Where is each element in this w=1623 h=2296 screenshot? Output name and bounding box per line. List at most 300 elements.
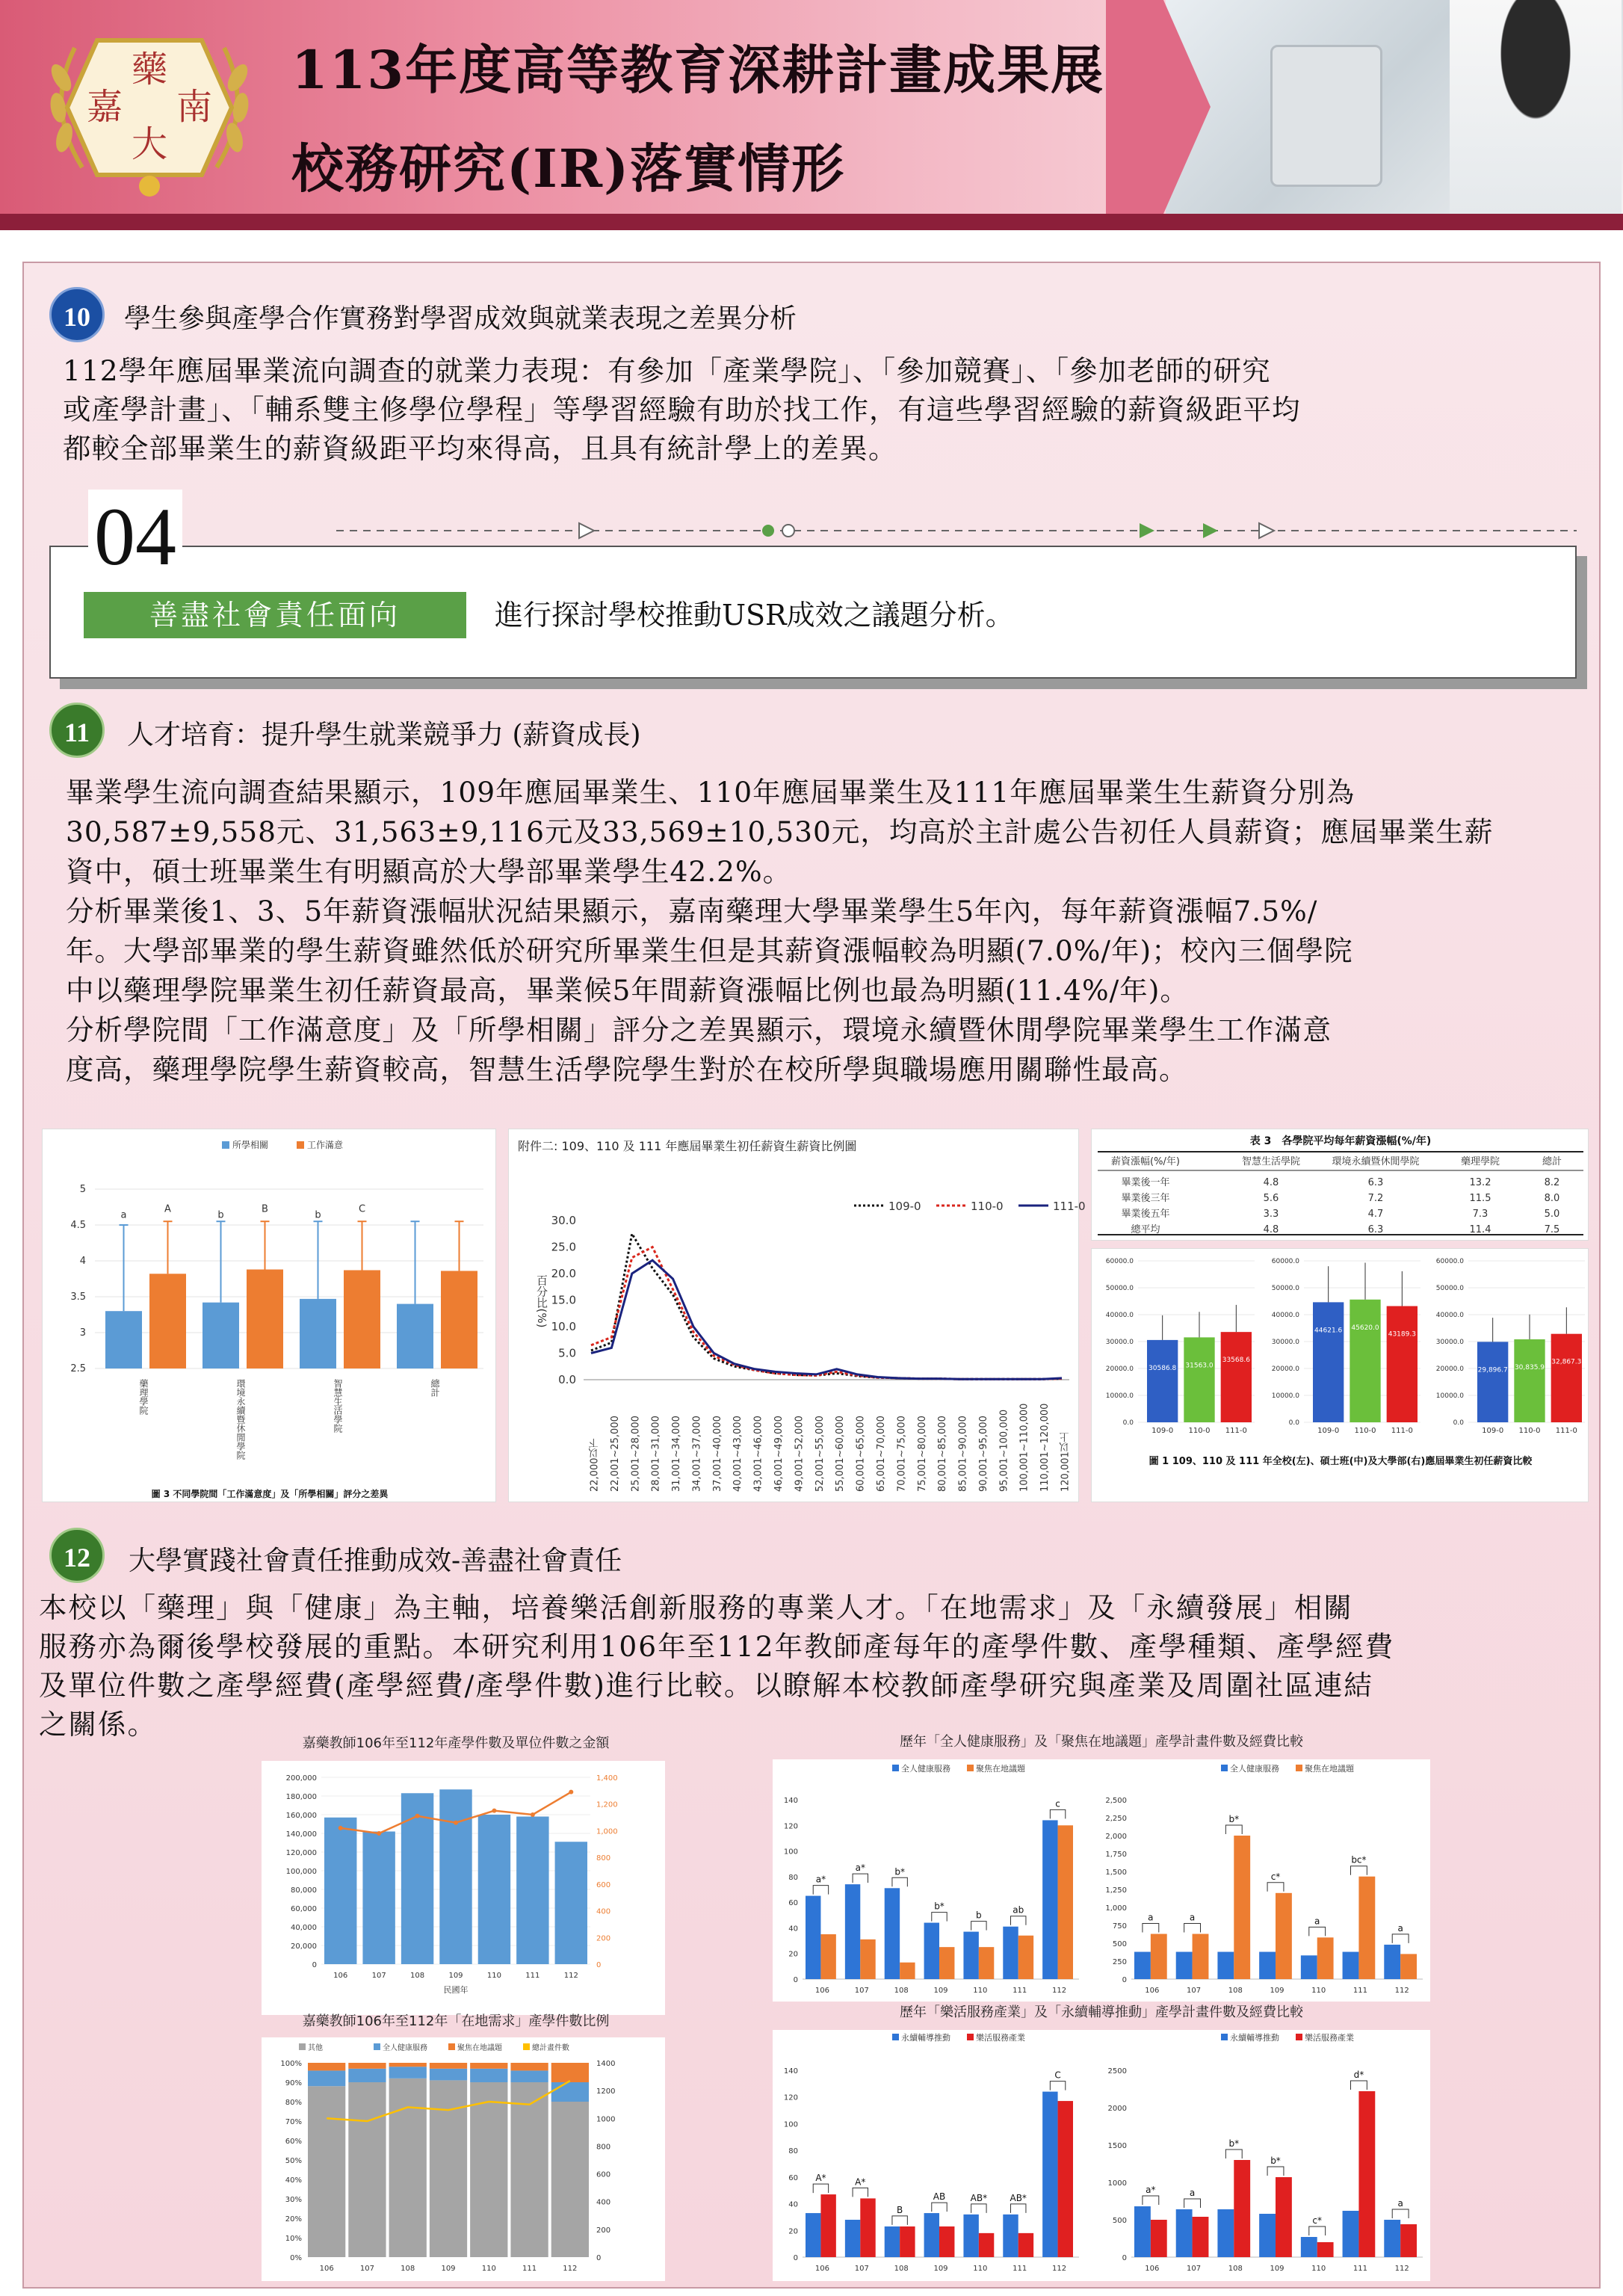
section-12-line-1: 本校以「藥理」與「健康」為主軸，培養樂活創新服務的專業人才。「在地需求」及「永續發展」相關 (39, 1591, 1353, 1624)
x-tick-label: 75,001~80,000 (916, 1416, 928, 1492)
x-tick-label: 總計 (430, 1379, 440, 1397)
bar (885, 2226, 900, 2257)
x-tick-label: 112 (1394, 2265, 1409, 2273)
bar-value-label: 29,896.7 (1477, 1366, 1508, 1374)
y2-tick-label: 600 (596, 1880, 611, 1889)
header-banner (0, 0, 1623, 230)
section-11-line-3: 資中，碩士班畢業生有明顯高於大學部畢業學生42.2%。 (66, 855, 792, 888)
bar (1259, 2214, 1276, 2257)
significance-label: b* (894, 1866, 905, 1877)
stacked-bar (308, 2063, 345, 2070)
chart-c12b (758, 1732, 1445, 2002)
section-12-title: 大學實踐社會責任推動成效-善盡社會責任 (129, 1546, 622, 1576)
chart-title: 嘉藥教師106年至112年產學件數及單位件數之金額 (302, 1735, 610, 1751)
series-line (591, 1260, 1062, 1379)
table-cell: 畢業後一年 (1121, 1177, 1170, 1188)
table-header-cell: 環境永續暨休閒學院 (1332, 1156, 1420, 1167)
y-tick-label: 40000.0 (1435, 1312, 1464, 1319)
legend-swatch (297, 1141, 304, 1149)
x-tick-label: 70,001~75,000 (896, 1416, 908, 1492)
y-tick-label: 60000.0 (1271, 1258, 1299, 1265)
y-tick-label: 80,000 (291, 1886, 317, 1895)
x-tick-label: 110 (486, 1972, 501, 1980)
table-cell: 7.5 (1544, 1224, 1560, 1235)
x-tick-label: 109-0 (1482, 1427, 1504, 1435)
y2-tick-label: 400 (596, 2198, 611, 2207)
y-tick-label: 40 (788, 2200, 798, 2209)
x-tick-label: 110 (973, 1987, 988, 1995)
x-tick-label: 109-0 (1317, 1427, 1340, 1435)
bar (439, 1789, 472, 1964)
x-tick-label: 106 (814, 1987, 829, 1995)
legend-swatch (1296, 2034, 1302, 2040)
legend-label: 全人健康服務 (383, 2044, 427, 2052)
stacked-bar (510, 2070, 548, 2082)
y-axis-label: 百分比(%) (535, 1274, 548, 1328)
x-tick-label: 109 (933, 1987, 948, 1995)
significance-label: AB (933, 2191, 946, 2203)
x-axis-label: 民國年 (443, 1985, 469, 1995)
y-tick-label: 30.0 (551, 1214, 576, 1227)
y-tick-label: 750 (1112, 1922, 1127, 1931)
bar (1343, 2211, 1359, 2257)
stacked-bar (551, 2102, 589, 2257)
x-tick-label: 108 (894, 1987, 909, 1995)
significance-label: A (164, 1203, 171, 1215)
legend-swatch (374, 2043, 380, 2050)
x-tick-label: 110-0 (1518, 1427, 1541, 1435)
x-tick-label: 110-0 (1188, 1427, 1211, 1435)
legend-label: 110-0 (971, 1200, 1004, 1213)
table-cell: 4.8 (1263, 1224, 1279, 1235)
y-tick-label: 2,000 (1105, 1833, 1127, 1841)
section-12-line-4: 之關係。 (39, 1708, 157, 1741)
section-10-line-2: 或產學計畫」、「輔系雙主修學位學程」等學習經驗有助於找工作，有這些學習經驗的薪資級距平均 (63, 393, 1301, 426)
section-10-body (63, 351, 1595, 468)
significance-label: a* (855, 1863, 865, 1874)
bar (1042, 1820, 1057, 1979)
stacked-bar (348, 2082, 386, 2257)
bar (247, 1270, 283, 1368)
table-cell: 畢業後五年 (1121, 1209, 1170, 1220)
y-tick-label: 30000.0 (1271, 1339, 1299, 1346)
y-tick-label: 0 (312, 1961, 317, 1969)
x-tick-label: 111-0 (1555, 1427, 1577, 1435)
legend-label: 全人健康服務 (1230, 1764, 1279, 1774)
significance-label: a (1397, 2198, 1403, 2209)
y2-tick-label: 400 (596, 1907, 611, 1916)
table3-card (1091, 1129, 1589, 1241)
x-tick-label: 110 (973, 2265, 988, 2273)
bar (1042, 2092, 1057, 2257)
y2-tick-label: 1400 (596, 2060, 616, 2068)
bar (939, 2226, 954, 2257)
x-tick-label: 109 (933, 2265, 948, 2273)
bar (1358, 1877, 1375, 1979)
lab-photo (1166, 0, 1623, 214)
section-number: 04 (88, 490, 182, 584)
x-tick-label: 106 (1145, 1987, 1160, 1995)
y-tick-label: 20000.0 (1105, 1365, 1134, 1373)
y2-tick-label: 0 (596, 2254, 602, 2262)
x-tick-label: 109-0 (1151, 1427, 1174, 1435)
y-tick-label: 40 (788, 1925, 798, 1934)
y-tick-label: 4.5 (70, 1220, 86, 1231)
y-tick-label: 180,000 (285, 1793, 317, 1801)
bar (1176, 1952, 1193, 1979)
x-tick-label: 112 (1394, 1987, 1409, 1995)
logo-char-4: 大 (131, 123, 168, 165)
y-tick-label: 0 (793, 1976, 798, 1984)
bar (397, 1304, 433, 1368)
chart-title: 歷年「樂活服務產業」及「永續輔導推動」產學計畫件數及經費比較 (900, 2005, 1303, 2020)
x-tick-label: 107 (854, 1987, 869, 1995)
x-tick-label: 108 (894, 2265, 909, 2273)
section-11-line-6: 中以藥理學院畢業生初任薪資最高，畢業候5年間薪資漲幅比例也最為明顯(11.4%/年)。 (66, 974, 1189, 1007)
y-tick-label: 1,250 (1105, 1886, 1127, 1895)
bar (1301, 1955, 1317, 1979)
y-tick-label: 15.0 (551, 1293, 576, 1307)
table-title: 表 3 各學院平均每年薪資漲幅(%/年) (1249, 1135, 1432, 1147)
table-header-cell: 總計 (1542, 1156, 1562, 1167)
x-tick-label: 112 (1052, 1987, 1067, 1995)
table-cell: 7.2 (1367, 1193, 1384, 1204)
y-tick-label: 20000.0 (1271, 1365, 1299, 1373)
y2-tick-label: 600 (596, 2170, 611, 2179)
table-cell: 11.4 (1469, 1224, 1491, 1235)
legend-label: 111-0 (1053, 1200, 1086, 1213)
line-point (377, 1831, 381, 1836)
x-tick-label: 111 (1013, 2265, 1027, 2273)
y2-tick-label: 800 (596, 2143, 611, 2152)
y-tick-label: 50000.0 (1271, 1285, 1299, 1292)
chart-c12a (239, 1732, 673, 2016)
x-tick-label: 120,001以上 (1060, 1432, 1072, 1492)
bar (900, 2226, 915, 2257)
bar-value-label: 44621.6 (1314, 1327, 1343, 1335)
y-tick-label: 30% (285, 2196, 302, 2204)
significance-label: A* (815, 2173, 826, 2184)
y-tick-label: 0.0 (1288, 1419, 1299, 1427)
legend-label: 永續輔導推動 (1230, 2033, 1279, 2043)
y-tick-label: 1,750 (1105, 1851, 1127, 1859)
stacked-bar (470, 2063, 507, 2069)
bar (1134, 1952, 1151, 1979)
significance-label: B (897, 2204, 903, 2215)
significance-label: A* (855, 2176, 866, 2188)
bar (1217, 1952, 1234, 1979)
legend-swatch (448, 2043, 455, 2050)
legend-swatch (1221, 1765, 1228, 1771)
x-tick-label: 107 (1187, 1987, 1202, 1995)
legend-label: 其他 (308, 2044, 323, 2052)
bar (1400, 1954, 1417, 1979)
y-tick-label: 2000 (1107, 2105, 1127, 2113)
y-tick-label: 20 (788, 1950, 798, 1959)
table-cell: 8.2 (1544, 1177, 1560, 1188)
table3 (1092, 1129, 1589, 1241)
x-tick-label: 109 (448, 1972, 463, 1980)
significance-label: b (315, 1209, 321, 1221)
bar (860, 2198, 875, 2257)
y2-tick-label: 1,400 (596, 1774, 618, 1783)
y-tick-label: 1,000 (1105, 1904, 1127, 1913)
bar (1193, 2217, 1209, 2257)
x-tick-label: 110,001~120,000 (1039, 1403, 1051, 1492)
bar-value-label: 45620.0 (1351, 1324, 1379, 1332)
x-tick-label: 108 (1228, 1987, 1243, 1995)
stacked-bar (510, 2082, 548, 2257)
significance-label: b (217, 1209, 224, 1221)
significance-label: a (1189, 2188, 1196, 2198)
section-11-line-8: 度高，藥理學院學生薪資較高，智慧生活學院學生對於在校所學與職場應用關聯性最高。 (66, 1053, 1188, 1086)
y-tick-label: 80 (788, 1873, 798, 1882)
y-tick-label: 20 (788, 2227, 798, 2236)
bar (344, 1270, 380, 1368)
x-tick-label: 111 (522, 2265, 537, 2273)
bar (1018, 1936, 1033, 1979)
significance-label: b (976, 1910, 982, 1921)
significance-label: c (1055, 1798, 1060, 1809)
focus-description: 進行探討學校推動USR成效之議題分析。 (495, 599, 1014, 632)
x-tick-label: 112 (1052, 2265, 1067, 2273)
y-tick-label: 60,000 (291, 1905, 317, 1913)
series-line (591, 1247, 1062, 1380)
table-cell: 6.3 (1367, 1224, 1384, 1235)
bar (963, 2215, 978, 2257)
y-tick-label: 40% (285, 2176, 302, 2185)
y-tick-label: 2,500 (1105, 1797, 1127, 1805)
y-tick-label: 1000 (1107, 2179, 1127, 2188)
bar (820, 1934, 835, 1979)
legend-label: 全人健康服務 (901, 1764, 950, 1774)
legend-label: 聚焦在地議題 (976, 1764, 1025, 1774)
x-tick-label: 25,001~28,000 (630, 1416, 642, 1492)
chart-att2 (509, 1129, 1086, 1503)
x-tick-label: 111 (1352, 1987, 1367, 1995)
x-tick-label: 106 (1145, 2265, 1160, 2273)
legend-label: 所學相關 (232, 1140, 269, 1150)
bar (1134, 2206, 1151, 2257)
bar (1313, 1302, 1344, 1422)
y2-tick-label: 1,200 (596, 1800, 618, 1809)
x-tick-label: 28,001~31,000 (650, 1416, 662, 1492)
line-point (569, 1790, 573, 1794)
stacked-bar (551, 2082, 589, 2102)
section-11-title: 人才培育：提升學生就業競爭力 (薪資成長) (127, 720, 641, 750)
university-logo (30, 18, 269, 201)
significance-label: b* (1228, 2138, 1240, 2149)
y-tick-label: 0 (793, 2254, 798, 2262)
bar (478, 1815, 510, 1964)
significance-label: a* (815, 1874, 826, 1885)
section-11-body (66, 773, 1598, 1090)
scientist-image (1450, 0, 1622, 214)
significance-label: a (1189, 1912, 1196, 1923)
stacked-bar (551, 2063, 589, 2082)
bar (979, 2233, 994, 2257)
chart-title: 圖 1 109、110 及 111 年全校(左)、碩士班(中)及大學部(右)應屆畢業生初任薪資比較 (1149, 1456, 1533, 1467)
y-tick-label: 90% (285, 2079, 302, 2087)
chart-c12c-card (239, 2010, 673, 2281)
chart-c12c (239, 2010, 673, 2281)
x-tick-label: 22,000以下 (589, 1438, 601, 1492)
y-tick-label: 3.5 (70, 1292, 86, 1303)
bar (1184, 1337, 1214, 1422)
x-tick-label: 34,001~37,000 (691, 1416, 703, 1492)
stacked-bar (389, 2063, 427, 2067)
bar (924, 1923, 939, 1979)
bar (1384, 2220, 1400, 2257)
y-tick-label: 10000.0 (1435, 1392, 1464, 1400)
x-tick-label: 110-0 (1354, 1427, 1376, 1435)
bar (924, 2213, 939, 2257)
bar (1343, 1952, 1359, 1979)
significance-label: AB* (1010, 2192, 1027, 2203)
chart-title: 歷年「全人健康服務」及「聚焦在地議題」產學計畫件數及經費比較 (900, 1734, 1303, 1750)
bar (1317, 1937, 1334, 1979)
y-tick-label: 80% (285, 2099, 302, 2107)
significance-label: C (1054, 2070, 1061, 2081)
page-subtitle: 校務研究(IR)落實情形 (291, 138, 846, 200)
stacked-bar (348, 2063, 386, 2069)
chart-title: 附件二: 109、110 及 111 年應屆畢業生初任薪資生薪資比例圖 (518, 1139, 857, 1153)
stacked-bar (510, 2063, 548, 2070)
y-tick-label: 100 (783, 1848, 798, 1857)
y-tick-label: 0% (290, 2254, 302, 2262)
x-tick-label: 95,001~100,000 (998, 1409, 1010, 1492)
y2-tick-label: 200 (596, 1934, 611, 1943)
y-tick-label: 10% (285, 2235, 302, 2243)
stacked-bar (430, 2069, 467, 2081)
y2-tick-label: 1000 (596, 2115, 616, 2124)
y-tick-label: 10000.0 (1105, 1392, 1134, 1400)
x-tick-label: 90,001~95,000 (977, 1416, 989, 1492)
table-cell: 8.0 (1544, 1193, 1560, 1204)
table-cell: 4.8 (1263, 1177, 1279, 1188)
significance-label: b* (934, 1901, 945, 1912)
bar (1358, 2091, 1375, 2257)
y-tick-label: 100% (280, 2060, 302, 2068)
legend-swatch (892, 2034, 899, 2040)
table-cell: 畢業後三年 (1121, 1193, 1170, 1204)
legend-swatch (892, 1765, 899, 1771)
y-tick-label: 0 (1122, 2254, 1127, 2262)
y-tick-label: 50000.0 (1105, 1285, 1134, 1292)
bar (1350, 1300, 1380, 1422)
bar (441, 1271, 477, 1368)
bar (1259, 1952, 1276, 1979)
section-11-badge: 11 (49, 703, 105, 758)
x-tick-label: 43,001~46,000 (752, 1416, 764, 1492)
y-tick-label: 2,250 (1105, 1815, 1127, 1823)
y-tick-label: 50% (285, 2157, 302, 2165)
bar (555, 1842, 587, 1964)
x-tick-label: 49,001~52,000 (794, 1416, 806, 1492)
bar (1387, 1306, 1418, 1422)
bar (1551, 1334, 1582, 1422)
x-tick-label: 100,001~110,000 (1018, 1403, 1030, 1492)
bar (362, 1832, 395, 1965)
significance-label: a (1397, 1922, 1403, 1934)
y-tick-label: 3 (79, 1327, 86, 1339)
bar-value-label: 43189.3 (1388, 1330, 1416, 1339)
y2-tick-label: 800 (596, 1854, 611, 1863)
y-tick-label: 4 (79, 1256, 86, 1267)
y-tick-label: 120,000 (285, 1849, 317, 1857)
section-10-badge: 10 (49, 287, 105, 342)
y-tick-label: 0.0 (1453, 1419, 1464, 1427)
chart-c12a-card (239, 1732, 673, 2016)
bar (1317, 2242, 1334, 2257)
y-tick-label: 0.0 (1122, 1419, 1134, 1427)
section-11-line-7: 分析學院間「工作滿意度」及「所學相關」評分之差異顯示，環境永續暨休閒學院畢業學生工作滿意 (66, 1013, 1332, 1046)
x-tick-label: 109 (441, 2265, 456, 2273)
legend-swatch (222, 1141, 229, 1149)
section-10-title: 學生參與產學合作實務對學習成效與就業表現之差異分析 (124, 303, 797, 334)
bar-value-label: 30,835.9 (1514, 1363, 1545, 1371)
section-11-line-4: 分析畢業後1、3、5年薪資漲幅狀況結果顯示，嘉南藥理大學畢業學生5年內，每年薪資漲幅7.5%/ (66, 895, 1318, 928)
significance-label: d* (1353, 2070, 1364, 2080)
table-cell: 5.0 (1544, 1209, 1560, 1220)
y-tick-label: 40,000 (291, 1924, 317, 1932)
y-tick-label: 140 (783, 2067, 798, 2076)
y-tick-label: 0.0 (558, 1373, 576, 1386)
bar (845, 2220, 860, 2257)
x-tick-label: 31,001~34,000 (671, 1416, 683, 1492)
x-tick-label: 107 (1187, 2265, 1202, 2273)
y-tick-label: 500 (1112, 2217, 1127, 2225)
y-tick-label: 60000.0 (1105, 1258, 1134, 1265)
x-tick-label: 46,001~49,000 (773, 1416, 785, 1492)
bar (1301, 2237, 1317, 2257)
bar (1384, 1945, 1400, 1979)
bar (900, 1963, 915, 1979)
significance-label: a (1314, 1916, 1320, 1927)
table-cell: 6.3 (1367, 1177, 1384, 1188)
x-tick-label: 112 (563, 1972, 578, 1980)
significance-label: ab (1013, 1904, 1024, 1916)
y-tick-label: 20.0 (551, 1267, 576, 1280)
y-tick-label: 120 (783, 2093, 798, 2102)
y-tick-label: 60 (788, 2173, 798, 2182)
section-11-line-5: 年。大學部畢業的學生薪資雖然低於研究所畢業生但是其薪資漲幅較為明顯(7.0%/年)；校內三個學院 (66, 934, 1353, 967)
significance-label: C (358, 1203, 366, 1215)
x-tick-label: 107 (854, 2265, 869, 2273)
x-tick-label: 106 (319, 2265, 334, 2273)
y-tick-label: 60 (788, 1899, 798, 1908)
y-tick-label: 2.5 (70, 1363, 86, 1374)
bar (806, 1896, 820, 1979)
focus-tag: 善盡社會責任面向 (84, 592, 466, 638)
stacked-bar (348, 2069, 386, 2082)
bar (860, 1939, 875, 1979)
x-tick-label: 52,001~55,000 (814, 1416, 826, 1492)
legend-label: 109-0 (888, 1200, 921, 1213)
x-tick-label: 藥理學院 (138, 1379, 149, 1415)
bar (1234, 1836, 1250, 1979)
x-tick-label: 80,001~85,000 (937, 1416, 949, 1492)
x-tick-label: 22,001~25,000 (609, 1416, 621, 1492)
x-tick-label: 106 (814, 2265, 829, 2273)
bar (203, 1303, 239, 1368)
microscope-image (1270, 45, 1382, 187)
x-tick-label: 111-0 (1225, 1427, 1247, 1435)
y-tick-label: 1500 (1107, 2142, 1127, 2150)
bar (1176, 2209, 1193, 2257)
legend-swatch (1296, 1765, 1302, 1771)
significance-label: bc* (1351, 1854, 1367, 1866)
